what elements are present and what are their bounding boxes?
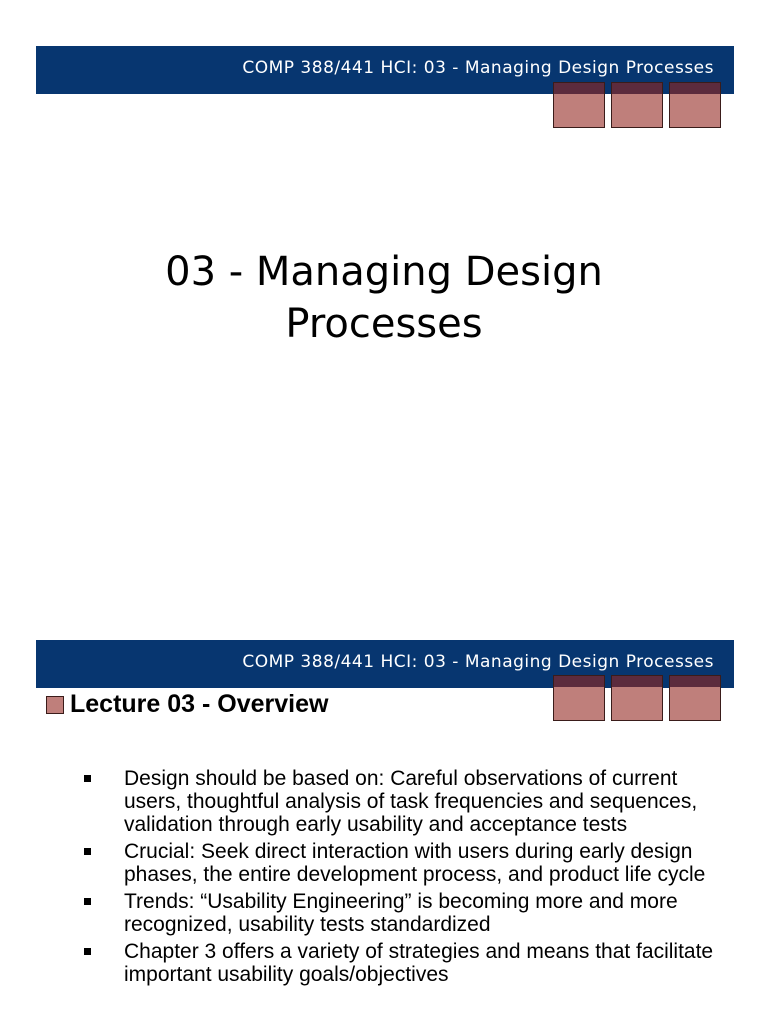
- bullet-icon: [84, 775, 91, 782]
- slide-overview: [0, 600, 768, 1024]
- section-heading-text: Lecture 03 - Overview: [70, 690, 329, 718]
- bullet-icon: [84, 848, 91, 855]
- bullet-text: Design should be based on: Careful observations of current users, thoughtful analysis of task frequencies and sequences, validation through early usability and acceptance tests: [124, 767, 698, 836]
- bullet-text: Crucial: Seek direct interaction with users during early design phases, the entire development process, and product life cycle: [124, 840, 706, 886]
- decor-box: [669, 675, 721, 721]
- bullet-list: [84, 767, 724, 990]
- bullet-text: Trends: “Usability Engineering” is becoming more and more recognized, usability tests standardized: [124, 890, 678, 936]
- decor-box: [553, 675, 605, 721]
- header-text: COMP 388/441 HCI: 03 - Managing Design Processes: [242, 652, 714, 672]
- slide-title-text: [0, 246, 768, 350]
- bullet-icon: [84, 948, 91, 955]
- list-item: [84, 767, 724, 836]
- square-bullet-icon: [46, 696, 64, 714]
- title-line-2: Processes: [285, 301, 483, 347]
- list-item: [84, 890, 724, 936]
- decor-box: [669, 82, 721, 128]
- decor-box: [611, 675, 663, 721]
- section-heading: [46, 690, 328, 719]
- list-item: [84, 940, 724, 986]
- bullet-text: Chapter 3 offers a variety of strategies and means that facilitate important usability goals/objectives: [124, 940, 714, 986]
- title-line-1: 03 - Managing Design: [165, 249, 603, 295]
- decor-box: [553, 82, 605, 128]
- bullet-icon: [84, 898, 91, 905]
- list-item: [84, 840, 724, 886]
- decor-box: [611, 82, 663, 128]
- header-text: COMP 388/441 HCI: 03 - Managing Design Processes: [242, 58, 714, 78]
